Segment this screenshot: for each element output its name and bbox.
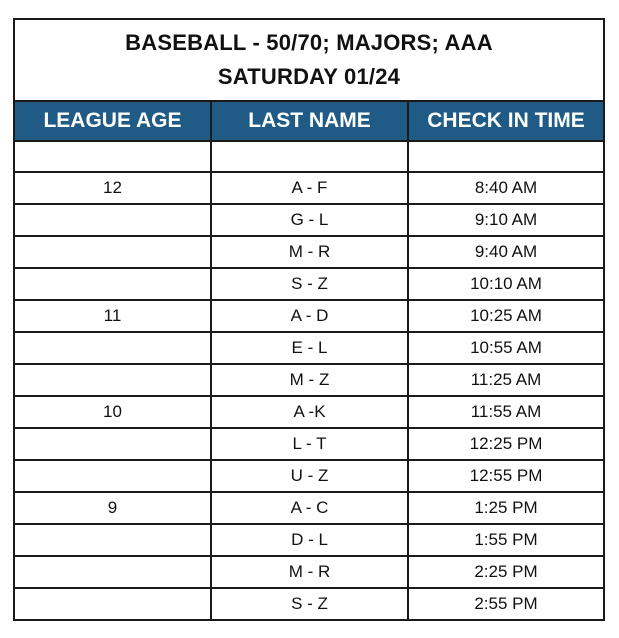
- table-row: [15, 556, 603, 588]
- cell-last-name: M - Z: [211, 364, 408, 396]
- cell-league-age: 9: [15, 492, 211, 524]
- cell-league-age: [15, 588, 211, 619]
- cell-check-in-time: 2:55 PM: [408, 588, 603, 619]
- cell-last-name: G - L: [211, 204, 408, 236]
- cell-last-name: S - Z: [211, 588, 408, 619]
- schedule-sheet: [13, 18, 605, 621]
- cell-last-name: L - T: [211, 428, 408, 460]
- cell-last-name: S - Z: [211, 268, 408, 300]
- cell-check-in-time: 12:55 PM: [408, 460, 603, 492]
- table-row: [15, 492, 603, 524]
- header-last-name: LAST NAME: [211, 102, 408, 141]
- page-subtitle-date: SATURDAY 01/24: [217, 64, 401, 89]
- table-body: [15, 141, 603, 619]
- page-title: BASEBALL - 50/70; MAJORS; AAA: [125, 30, 493, 55]
- cell-check-in-time: 11:25 AM: [408, 364, 603, 396]
- table-row: [15, 204, 603, 236]
- cell-check-in-time: 1:55 PM: [408, 524, 603, 556]
- cell-last-name: A - F: [211, 172, 408, 204]
- cell-check-in-time: 10:25 AM: [408, 300, 603, 332]
- header-check-in-time: CHECK IN TIME: [408, 102, 603, 141]
- cell-last-name: D - L: [211, 524, 408, 556]
- cell-last-name: A - C: [211, 492, 408, 524]
- cell-last-name: M - R: [211, 236, 408, 268]
- table-header-row: [15, 102, 603, 141]
- cell-check-in-time: [408, 141, 603, 172]
- cell-last-name: M - R: [211, 556, 408, 588]
- cell-league-age: [15, 364, 211, 396]
- cell-check-in-time: 2:25 PM: [408, 556, 603, 588]
- cell-league-age: [15, 460, 211, 492]
- cell-check-in-time: 10:10 AM: [408, 268, 603, 300]
- cell-last-name: A - D: [211, 300, 408, 332]
- cell-check-in-time: 9:40 AM: [408, 236, 603, 268]
- cell-check-in-time: 12:25 PM: [408, 428, 603, 460]
- table-row: [15, 460, 603, 492]
- header-league-age: LEAGUE AGE: [15, 102, 211, 141]
- cell-league-age: [15, 141, 211, 172]
- table-row: [15, 172, 603, 204]
- cell-league-age: [15, 556, 211, 588]
- title-block: [15, 20, 603, 102]
- cell-league-age: [15, 268, 211, 300]
- cell-last-name: A -K: [211, 396, 408, 428]
- table-row: [15, 300, 603, 332]
- cell-league-age: 10: [15, 396, 211, 428]
- cell-check-in-time: 9:10 AM: [408, 204, 603, 236]
- table-row: [15, 332, 603, 364]
- cell-league-age: [15, 428, 211, 460]
- cell-league-age: 12: [15, 172, 211, 204]
- checkin-table: [15, 102, 603, 619]
- table-row: [15, 588, 603, 619]
- table-row: [15, 524, 603, 556]
- cell-league-age: [15, 236, 211, 268]
- cell-league-age: 11: [15, 300, 211, 332]
- cell-last-name: E - L: [211, 332, 408, 364]
- table-row: [15, 428, 603, 460]
- table-row: [15, 268, 603, 300]
- cell-last-name: U - Z: [211, 460, 408, 492]
- table-row: [15, 396, 603, 428]
- cell-check-in-time: 1:25 PM: [408, 492, 603, 524]
- cell-last-name: [211, 141, 408, 172]
- cell-league-age: [15, 332, 211, 364]
- table-row: [15, 141, 603, 172]
- cell-check-in-time: 11:55 AM: [408, 396, 603, 428]
- cell-check-in-time: 10:55 AM: [408, 332, 603, 364]
- cell-check-in-time: 8:40 AM: [408, 172, 603, 204]
- table-row: [15, 236, 603, 268]
- cell-league-age: [15, 204, 211, 236]
- table-row: [15, 364, 603, 396]
- cell-league-age: [15, 524, 211, 556]
